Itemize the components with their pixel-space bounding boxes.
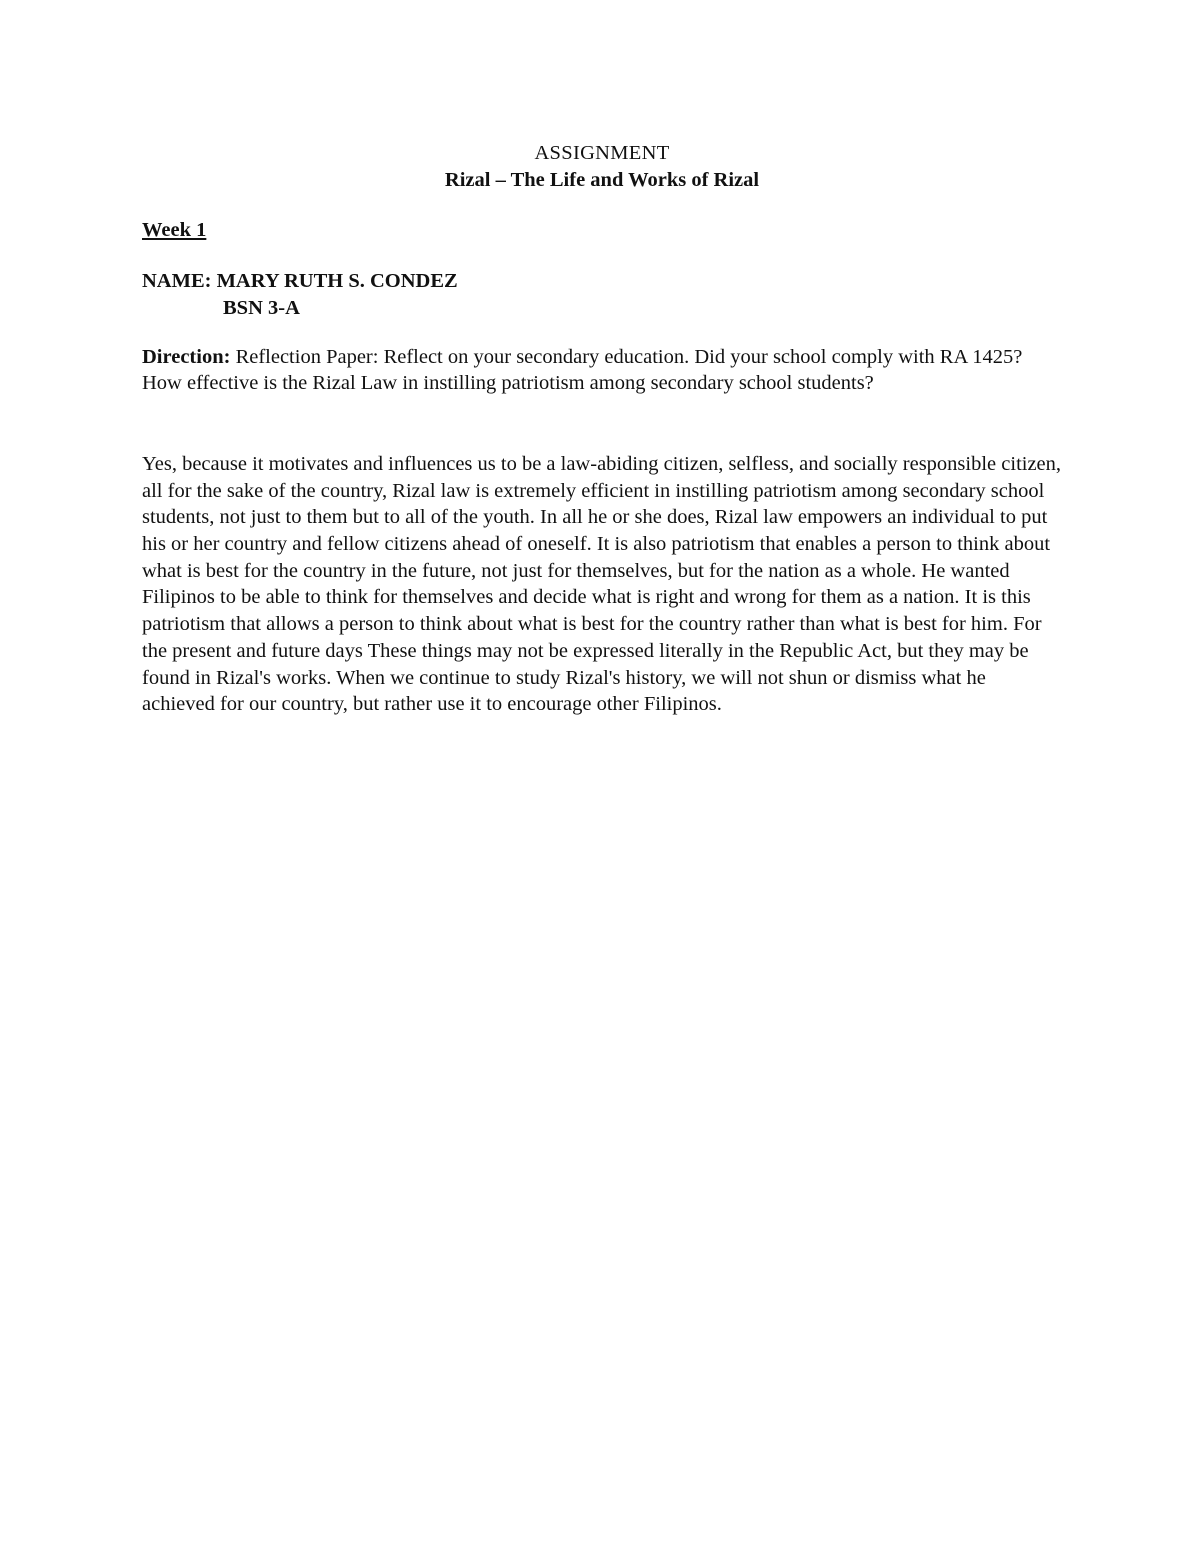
direction-text: Reflection Paper: Reflect on your secondary education. Did your school comply with RA 1425? How effective is the Rizal Law in instilling patriotism among secondary school students? [142,345,1023,395]
student-name: NAME: MARY RUTH S. CONDEZ [142,270,458,293]
week-label: Week 1 [142,219,207,242]
assignment-heading: ASSIGNMENT [534,142,670,164]
document-content [142,140,1062,718]
direction-label: Direction: [142,345,231,368]
reflection-body: Yes, because it motivates and influences us to be a law-abiding citizen, selfless, and socially responsible citizen, all for the sake of the country, Rizal law is extremely efficient in instilling patriotism among secondary school students, not just to them but to all of the youth. In all he or she does, Rizal law empowers an individual to put his or her country and fellow citizens ahead of oneself. It is also patriotism that enables a person to think about what is best for the country in the future, not just for themselves, but for the nation as a whole. He wanted Filipinos to be able to think for themselves and decide what is right and wrong for them as a nation. It is this patriotism that allows a person to think about what is best for the country rather than what is best for him. For the present and future days These things may not be expressed literally in the Republic Act, but they may be found in Rizal's works. When we continue to study Rizal's history, we will not shun or dismiss what he achieved for our country, but rather use it to encourage other Filipinos. [142,452,1062,716]
student-section: BSN 3-A [223,296,300,319]
student-info [142,268,1062,321]
course-title: Rizal – The Life and Works of Rizal [444,168,760,191]
direction-paragraph [142,344,1062,397]
